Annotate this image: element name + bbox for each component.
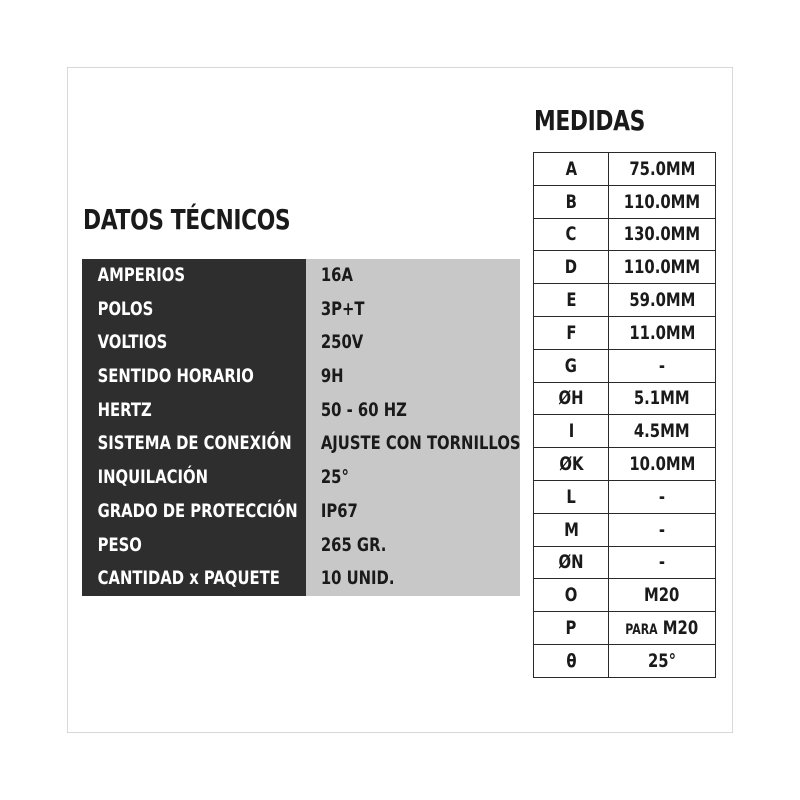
table-row: [534, 480, 716, 513]
measure-value: 11.0MM: [629, 321, 696, 344]
spec-value: 25°: [320, 466, 349, 489]
table-row: [534, 382, 716, 415]
table-row: [534, 316, 716, 349]
spec-value: 10 UNID.: [320, 567, 395, 590]
measure-key: ØN: [558, 551, 584, 574]
measure-key: M: [563, 518, 579, 541]
spec-value: 9H: [320, 365, 344, 388]
spec-value: 3P+T: [320, 297, 365, 320]
spec-value: IP67: [320, 499, 358, 522]
table-row: [534, 448, 716, 481]
measure-key: A: [565, 157, 577, 180]
spec-label: VOLTIOS: [97, 331, 168, 354]
measure-value: 75.0MM: [629, 157, 696, 180]
measure-value: 5.1MM: [634, 387, 690, 410]
table-row: [534, 251, 716, 284]
measure-key: I: [568, 420, 574, 443]
measure-key: F: [566, 321, 577, 344]
spec-label: AMPERIOS: [97, 264, 186, 286]
measure-value: 110.0MM: [623, 190, 701, 213]
spec-label: INQUILACIÓN: [97, 466, 208, 489]
measure-key: P: [565, 617, 577, 640]
spec-value-column: [306, 259, 520, 596]
measure-key: ØH: [558, 387, 584, 410]
measure-value: M20: [644, 584, 680, 607]
table-row: [534, 218, 716, 251]
table-row: [534, 513, 716, 546]
measure-key: D: [564, 256, 578, 279]
spec-label: SENTIDO HORARIO: [97, 365, 254, 388]
measure-value: -: [658, 518, 666, 541]
measure-value: 110.0MM: [623, 256, 701, 279]
spec-label: HERTZ: [97, 398, 152, 421]
spec-value: 250V: [320, 331, 364, 354]
measure-value-prefix: PARA: [625, 622, 658, 639]
table-row: [534, 579, 716, 612]
spec-value: 50 - 60 HZ: [320, 398, 407, 421]
table-row: [534, 415, 716, 448]
measure-value: 25°: [648, 649, 677, 672]
spec-label: POLOS: [97, 297, 154, 320]
table-row: [534, 153, 716, 186]
measure-value: 130.0MM: [623, 223, 701, 246]
measurements-table: [533, 152, 716, 678]
spec-label-column: [82, 259, 306, 596]
measure-value: M20: [663, 617, 699, 640]
table-row: [534, 644, 716, 677]
measure-value: -: [658, 551, 666, 574]
spec-label: GRADO DE PROTECCIÓN: [97, 499, 298, 522]
measure-value: -: [658, 485, 666, 508]
measure-key: θ: [565, 649, 577, 672]
measure-key: E: [566, 289, 577, 312]
measure-key: L: [566, 485, 576, 508]
spec-label: CANTIDAD x PAQUETE: [97, 567, 280, 590]
table-row: [534, 185, 716, 218]
table-row: [534, 349, 716, 382]
measure-value: 10.0MM: [629, 453, 696, 476]
datos-tecnicos-title: DATOS TÉCNICOS: [83, 203, 291, 236]
technical-data-table: [82, 259, 520, 596]
medidas-title: MEDIDAS: [534, 104, 645, 137]
measure-key: G: [564, 354, 578, 377]
table-row: [534, 546, 716, 579]
spec-value: AJUSTE CON TORNILLOS: [320, 432, 521, 455]
spec-label: PESO: [97, 533, 142, 556]
measure-value: 59.0MM: [629, 289, 696, 312]
measure-key: B: [565, 190, 577, 213]
spec-label: SISTEMA DE CONEXIÓN: [97, 432, 292, 455]
spec-value: 265 GR.: [320, 533, 387, 556]
measure-value: 4.5MM: [634, 420, 690, 443]
spec-value: 16A: [320, 264, 353, 286]
measure-value: -: [658, 354, 666, 377]
table-row: [534, 612, 716, 645]
measure-key: C: [565, 223, 577, 246]
table-row: [534, 284, 716, 317]
measure-key: ØK: [559, 453, 584, 476]
measure-key: O: [564, 584, 578, 607]
